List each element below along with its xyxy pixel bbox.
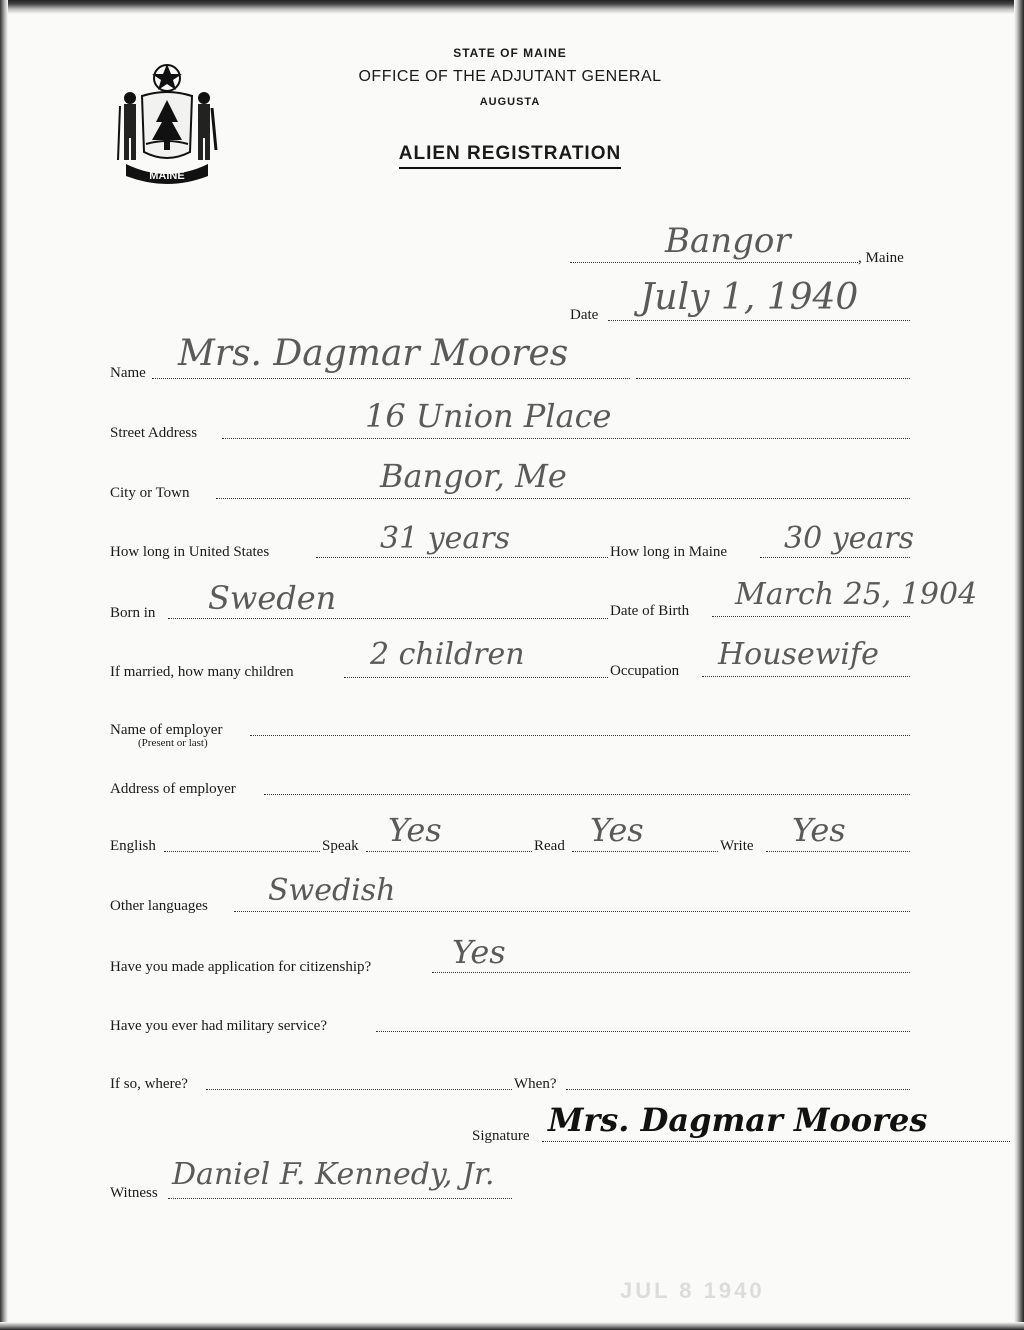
scan-border-top: [0, 0, 1024, 14]
read-value: Yes: [590, 811, 644, 849]
citizenship-label: Have you made application for citizenship?: [110, 959, 372, 975]
children-label: If married, how many children: [110, 664, 294, 680]
name-label: Name: [110, 365, 146, 381]
place-suffix-label: , Maine: [858, 250, 904, 266]
occupation-label: Occupation: [610, 663, 680, 679]
born-label: Born in: [110, 605, 156, 621]
street-line: [222, 438, 910, 439]
street-label: Street Address: [110, 425, 198, 441]
where-label: If so, where?: [110, 1076, 188, 1092]
place-value: Bangor: [665, 221, 791, 261]
witness-value: Daniel F. Kennedy, Jr.: [172, 1157, 495, 1192]
maine-years-line: [760, 557, 910, 558]
signature-label: Signature: [472, 1128, 530, 1144]
witness-line: [168, 1198, 512, 1199]
street-value: 16 Union Place: [365, 397, 612, 435]
employer-address-label: Address of employer: [110, 781, 236, 797]
speak-value: Yes: [388, 811, 442, 849]
employer-note: (Present or last): [138, 737, 208, 749]
name-line-b: [636, 378, 910, 379]
form-title: [300, 143, 720, 165]
occupation-line: [702, 676, 910, 677]
dob-line: [712, 616, 910, 617]
read-label: Read: [534, 838, 565, 854]
scan-border-right: [1014, 0, 1024, 1330]
signature-line: [542, 1141, 1010, 1142]
born-line: [168, 618, 608, 619]
english-label: English: [110, 838, 156, 854]
employer-address-line: [264, 794, 910, 795]
dob-value: March 25, 1904: [735, 577, 978, 612]
write-label: Write: [720, 838, 754, 854]
born-value: Sweden: [208, 579, 337, 617]
date-label: Date: [570, 307, 599, 323]
seal-text: MAINE: [149, 170, 185, 182]
date-line: [608, 320, 910, 321]
military-label: Have you ever had military service?: [110, 1018, 327, 1034]
city-label: City or Town: [110, 485, 190, 501]
military-line: [376, 1031, 910, 1032]
read-line: [572, 851, 718, 852]
speak-line: [366, 851, 532, 852]
write-value: Yes: [792, 811, 846, 849]
header-office: OFFICE OF THE ADJUTANT GENERAL: [358, 68, 662, 85]
date-value: July 1, 1940: [640, 277, 859, 318]
us-years-label: How long in United States: [110, 544, 270, 560]
other-languages-value: Swedish: [268, 873, 396, 908]
speak-label: Speak: [322, 838, 359, 854]
header-state: STATE OF MAINE: [453, 46, 567, 60]
employer-label: Name of employer: [110, 722, 223, 738]
header-city: AUGUSTA: [479, 96, 541, 108]
employer-line: [250, 735, 910, 736]
city-line: [216, 498, 910, 499]
name-value: Mrs. Dagmar Moores: [178, 333, 569, 374]
us-years-value: 31 years: [380, 521, 511, 556]
children-line: [344, 677, 608, 678]
dob-label: Date of Birth: [610, 603, 690, 619]
citizenship-value: Yes: [452, 933, 506, 971]
when-label: When?: [514, 1076, 557, 1092]
maine-years-label: How long in Maine: [610, 544, 728, 560]
signature-value: Mrs. Dagmar Moores: [548, 1101, 928, 1139]
place-line: [570, 262, 858, 263]
witness-label: Witness: [110, 1185, 158, 1201]
when-line: [566, 1089, 910, 1090]
maine-state-seal-icon: [112, 60, 222, 190]
name-line-a: [152, 378, 630, 379]
city-value: Bangor, Me: [380, 457, 567, 495]
write-line: [766, 851, 910, 852]
form-title-text: ALIEN REGISTRATION: [399, 143, 621, 169]
scan-border-bottom: [0, 1322, 1024, 1330]
english-line: [164, 851, 320, 852]
maine-years-value: 30 years: [784, 521, 915, 556]
children-value: 2 children: [370, 637, 525, 672]
where-line: [206, 1089, 512, 1090]
other-languages-line: [234, 911, 910, 912]
received-date-stamp: JUL 8 1940: [620, 1278, 765, 1303]
other-languages-label: Other languages: [110, 898, 208, 914]
occupation-value: Housewife: [718, 637, 879, 672]
us-years-line: [316, 557, 608, 558]
scan-border-left: [0, 0, 8, 1330]
citizenship-line: [432, 972, 910, 973]
